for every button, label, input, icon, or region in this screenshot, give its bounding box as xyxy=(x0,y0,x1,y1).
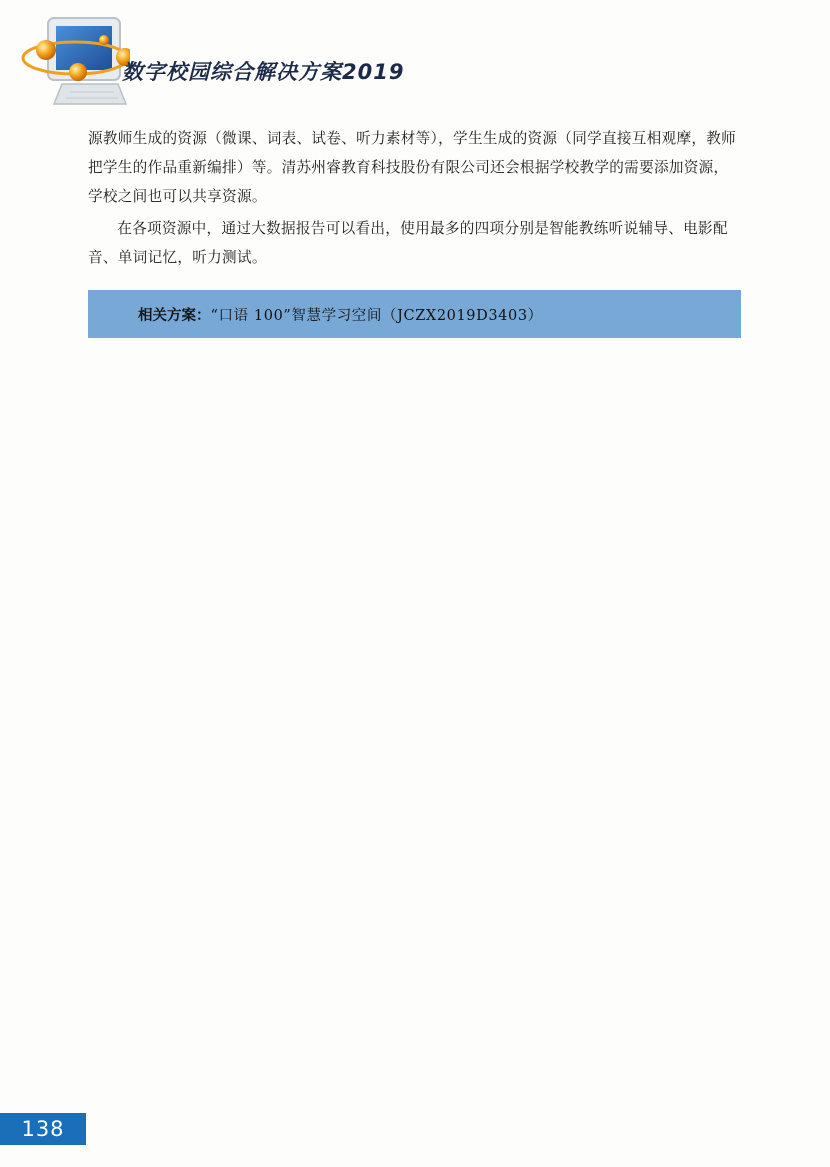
header-title: 数字校园综合解决方案2019 xyxy=(122,60,405,84)
related-label: 相关方案： xyxy=(138,307,211,324)
related-solution-box xyxy=(88,290,741,338)
related-value: “口语 100”智慧学习空间（JCZX2019D3403） xyxy=(210,307,543,324)
page-number: 138 xyxy=(21,1117,65,1141)
page-header xyxy=(0,0,830,110)
body-text xyxy=(88,124,742,272)
page-number-badge xyxy=(0,1113,86,1145)
computer-monitor-icon xyxy=(0,0,130,110)
paragraph-2: 在各项资源中，通过大数据报告可以看出，使用最多的四项分别是智能教练听说辅导、电影配音、单词记忆，听力测试。 xyxy=(88,220,728,266)
paragraph-1: 源教师生成的资源（微课、词表、试卷、听力素材等），学生生成的资源（同学直接互相观摩，教师把学生的作品重新编排）等。清苏州睿教育科技股份有限公司还会根据学校教学的需要添加资源，学校之间也可以共享资源。 xyxy=(88,130,737,205)
